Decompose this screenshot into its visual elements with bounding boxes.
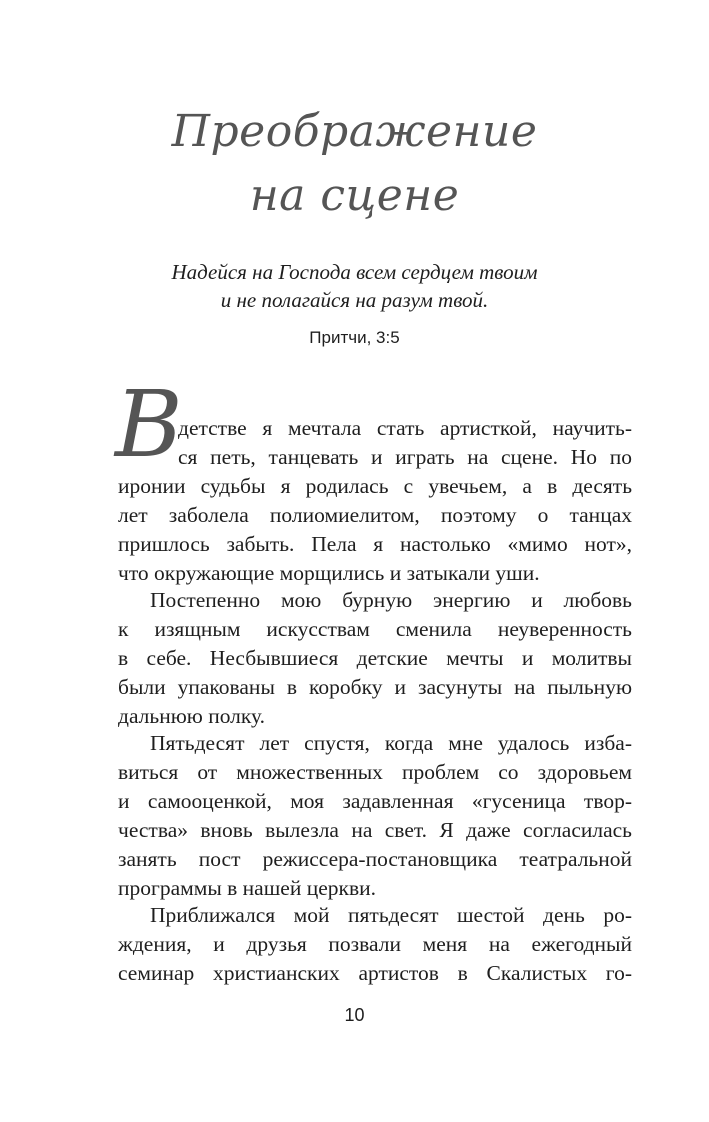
body-line: Пятьдесят лет спустя, когда мне удалось изба- [150,731,632,755]
body-line: к изящным искусствам сменила неуверенность [118,617,632,641]
body-line: дальнюю полку. [118,704,266,728]
body-line: Постепенно мою бурную энергию и любовь [150,588,632,612]
epigraph-line-2: и не полагайся на разум твой. [220,288,489,312]
body-line: иронии судьбы я родилась с увечьем, а в десять [118,474,632,498]
body-line: виться от множественных проблем со здоровьем [118,760,632,784]
drop-cap: В [115,371,183,478]
body-line: ся петь, танцевать и играть на сцене. Но по [178,445,632,469]
body-line: Приближался мой пятьдесят шестой день ро- [150,903,632,927]
epigraph-line-1: Надейся на Господа всем сердцем твоим [171,260,538,284]
body-line: детстве я мечтала стать артисткой, научить- [178,416,632,440]
body-line: пришлось забыть. Пела я настолько «мимо нот», [118,532,632,556]
body-line: чества» вновь вылезла на свет. Я даже согласилась [118,818,632,842]
body-line: и самооценкой, моя задавленная «гусеница твор- [118,789,632,813]
body-line: ждения, и друзья позвали меня на ежегодный [118,932,632,956]
body-line: лет заболела полиомиелитом, поэтому о танцах [118,503,632,527]
body-line: семинар христианских артистов в Скалистых го- [118,961,632,985]
body-line: программы в нашей церкви. [118,876,376,900]
body-line: были упакованы в коробку и засунуты на пыльную [118,675,632,699]
chapter-title-line-2: на сцене [249,170,460,221]
body-line: занять пост режиссера-постановщика театральной [118,847,632,871]
epigraph-source: Притчи, 3:5 [309,328,400,347]
chapter-title-line-1: Преображение [171,106,538,157]
body-line: что окружающие морщились и затыкали уши. [118,561,540,585]
body-line: в себе. Несбывшиеся детские мечты и молитвы [118,646,632,670]
page-number: 10 [344,1005,365,1025]
